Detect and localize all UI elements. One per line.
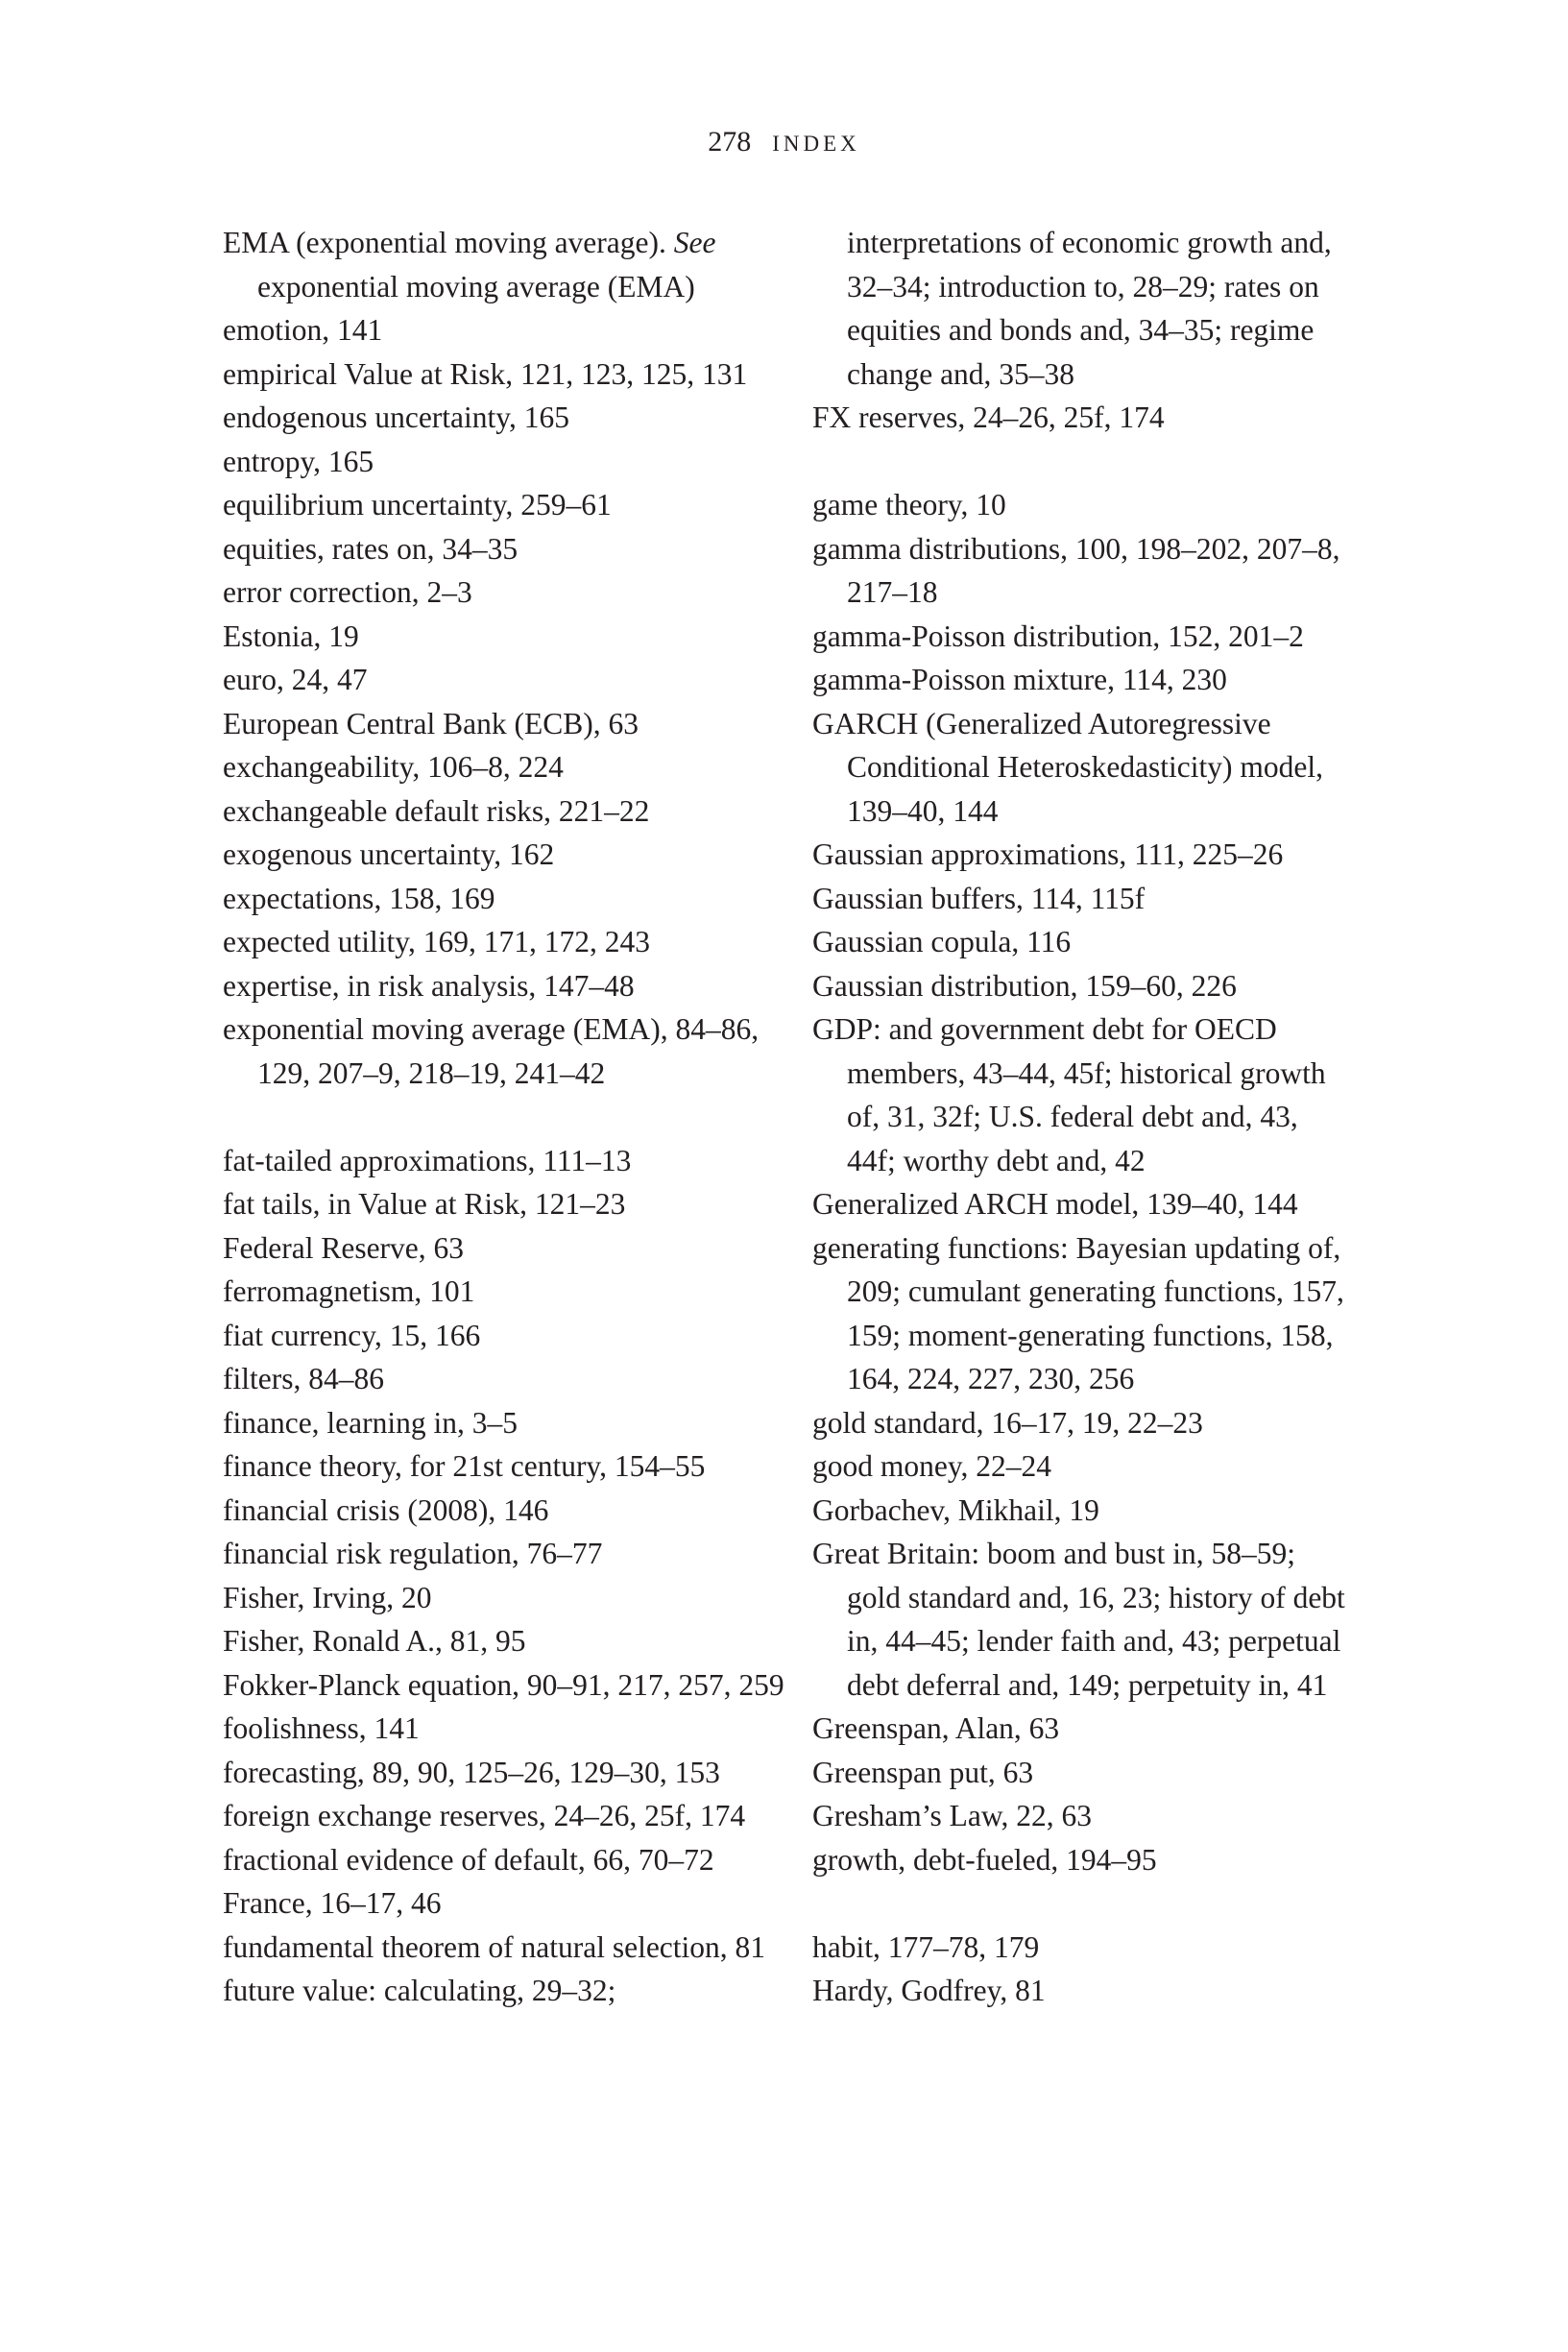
index-entry: filters, 84–86 (223, 1362, 384, 1395)
index-entry: expected utility, 169, 171, 172, 243 (223, 925, 651, 958)
running-head (0, 123, 1568, 163)
index-entry: Gaussian buffers, 114, 115f (812, 881, 1146, 915)
index-entry: entropy, 165 (223, 444, 374, 478)
index-entry: foreign exchange reserves, 24–26, 25f, 174 (223, 1799, 746, 1832)
index-entry: Federal Reserve, 63 (223, 1230, 465, 1265)
index-entry: future value: calculating, 29–32; (223, 1974, 616, 2007)
index-column-right (812, 221, 1350, 2013)
index-entry: fractional evidence of default, 66, 70–72 (223, 1842, 714, 1877)
index-entry: Estonia, 19 (223, 618, 359, 653)
index-entry: euro, 24, 47 (223, 663, 368, 696)
index-entry: game theory, 10 (812, 488, 1006, 521)
index-entry: generating functions: Bayesian updating of, 209; cumulant generating functions, 157, 159; moment-generating functions, 158, 164, 224, 227, 230, 256 (812, 1230, 1344, 1395)
index-entry: fiat currency, 15, 166 (223, 1318, 481, 1352)
index-entry: finance theory, for 21st century, 154–55 (223, 1449, 706, 1483)
index-entry: Gresham’s Law, 22, 63 (812, 1799, 1093, 1832)
index-entry: exogenous uncertainty, 162 (223, 837, 555, 871)
index-entry: fat-tailed approximations, 111–13 (223, 1143, 632, 1177)
index-entry: Gaussian copula, 116 (812, 925, 1072, 958)
index-entry: finance, learning in, 3–5 (223, 1405, 519, 1440)
index-entry: exponential moving average (EMA), 84–86, 129, 207–9, 218–19, 241–42 (223, 1012, 760, 1090)
index-entry: equilibrium uncertainty, 259–61 (223, 488, 612, 521)
index-entry: Gaussian distribution, 159–60, 226 (812, 968, 1237, 1003)
index-entry: gamma-Poisson mixture, 114, 230 (812, 663, 1227, 696)
index-entry (223, 221, 799, 308)
index-entry: Fisher, Ronald A., 81, 95 (223, 1624, 526, 1658)
index-entry: fundamental theorem of natural selection, 81 (223, 1929, 766, 1964)
index-entry: gamma distributions, 100, 198–202, 207–8, 217–18 (812, 531, 1340, 609)
index-entry: growth, debt-fueled, 194–95 (812, 1842, 1157, 1877)
index-column-left (223, 221, 799, 2013)
index-entry: Generalized ARCH model, 139–40, 144 (812, 1187, 1298, 1221)
index-entry: empirical Value at Risk, 121, 123, 125, 131 (223, 356, 748, 391)
index-entry: Greenspan put, 63 (812, 1755, 1034, 1789)
index-entry: expectations, 158, 169 (223, 881, 495, 915)
index-entry: financial risk regulation, 76–77 (223, 1537, 603, 1570)
index-entry: equities, rates on, 34–35 (223, 531, 519, 566)
index-entry: exchangeable default risks, 221–22 (223, 793, 650, 828)
index-entry: habit, 177–78, 179 (812, 1929, 1040, 1964)
letter-group-gap (223, 1095, 799, 1139)
index-entry: Gorbachev, Mikhail, 19 (812, 1492, 1099, 1527)
index-entry-continuation: interpretations of economic growth and, 32–34; introduction to, 28–29; rates on equities and bonds and, 34–35; regime change and, 35–38 (847, 226, 1332, 391)
index-entry: foolishness, 141 (223, 1711, 420, 1745)
index-entry: gold standard, 16–17, 19, 22–23 (812, 1405, 1203, 1440)
index-entry: FX reserves, 24–26, 25f, 174 (812, 400, 1165, 434)
index-entry: Great Britain: boom and bust in, 58–59; gold standard and, 16, 23; history of debt in, 44–45; lender faith and, 43; perpetual debt deferral and, 149; perpetuity in, 41 (812, 1537, 1345, 1702)
index-entry: financial crisis (2008), 146 (223, 1492, 549, 1527)
index-entry: France, 16–17, 46 (223, 1886, 442, 1920)
index-entry: exchangeability, 106–8, 224 (223, 750, 564, 784)
index-entry: European Central Bank (ECB), 63 (223, 706, 639, 740)
entry-text: EMA (exponential moving average). (223, 226, 674, 259)
index-entry: GDP: and government debt for OECD members, 43–44, 45f; historical growth of, 31, 32f; U.S. federal debt and, 43, 44f; worthy debt and, 42 (812, 1012, 1326, 1177)
index-entry: Greenspan, Alan, 63 (812, 1711, 1060, 1745)
index-entry: emotion, 141 (223, 313, 383, 347)
index-entry: good money, 22–24 (812, 1449, 1052, 1483)
index-entry: Fokker-Planck equation, 90–91, 217, 257, 259 (223, 1667, 784, 1702)
index-entry: gamma-Poisson distribution, 152, 201–2 (812, 618, 1304, 653)
index-entry: Fisher, Irving, 20 (223, 1580, 432, 1614)
index-entry: ferromagnetism, 101 (223, 1274, 475, 1308)
index-entry: fat tails, in Value at Risk, 121–23 (223, 1187, 626, 1221)
letter-group-gap (812, 440, 1350, 484)
page-number: 278 (708, 126, 752, 158)
index-entry: endogenous uncertainty, 165 (223, 400, 569, 434)
index-entry: forecasting, 89, 90, 125–26, 129–30, 153 (223, 1755, 720, 1789)
index-entry: error correction, 2–3 (223, 575, 472, 609)
index-entry: GARCH (Generalized Autoregressive Conditional Heteroskedasticity) model, 139–40, 144 (812, 706, 1324, 828)
section-title: INDEX (772, 132, 860, 156)
entry-text: exponential moving average (EMA) (257, 269, 695, 303)
index-entry: Hardy, Godfrey, 81 (812, 1974, 1046, 2007)
index-entry: expertise, in risk analysis, 147–48 (223, 968, 635, 1003)
letter-group-gap (812, 1881, 1350, 1926)
index-entry: Gaussian approximations, 111, 225–26 (812, 837, 1284, 871)
see-reference: See (673, 226, 716, 259)
